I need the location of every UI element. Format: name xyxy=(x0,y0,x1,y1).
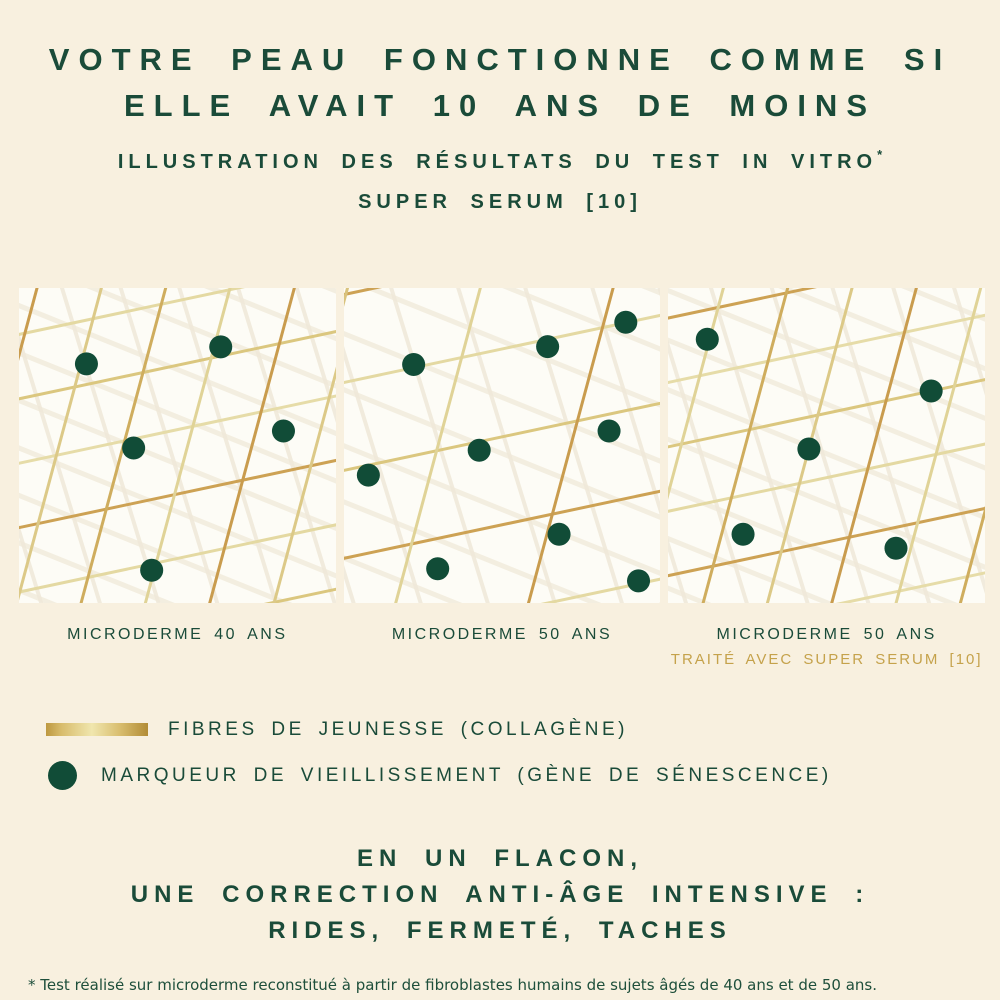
senescence-marker-swatch-icon xyxy=(48,761,77,790)
collagen-grid-illustration-50 xyxy=(344,288,661,603)
subtitle-text: ILLUSTRATION DES RÉSULTATS DU TEST IN VITRO xyxy=(117,151,878,173)
caption-subtext: TRAITÉ AVEC SUPER SERUM [10] xyxy=(670,651,983,668)
collagen-grid-illustration-40 xyxy=(19,288,336,603)
caption-text: MICRODERME 50 ANS xyxy=(716,626,937,643)
caption-text: MICRODERME 50 ANS xyxy=(391,626,613,643)
legend xyxy=(46,715,832,790)
footnote-text: * Test réalisé sur microderme reconstitué à partir de fibroblastes humains de sujets âgés de 40 ans et de 50 ans. xyxy=(28,976,877,994)
caption-text: MICRODERME 40 ANS xyxy=(67,626,288,643)
benefit-line-3: RIDES, FERMETÉ, TACHES xyxy=(268,917,732,944)
subtitle-line-2: SUPER SERUM [10] xyxy=(358,191,642,213)
caption-microderme-50-treated xyxy=(668,626,985,668)
panel-microderme-50 xyxy=(344,288,661,603)
microderme-panels-row xyxy=(19,288,985,603)
panel-captions-row xyxy=(19,626,985,668)
legend-item-collagen xyxy=(46,715,832,744)
collagen-fiber-swatch-icon xyxy=(46,723,148,736)
caption-microderme-50 xyxy=(344,626,661,668)
benefit-line-1: EN UN FLACON, xyxy=(357,845,643,872)
legend-item-senescence xyxy=(46,761,832,790)
headline-line-2: ELLE AVAIT 10 ANS DE MOINS xyxy=(124,88,876,123)
caption-microderme-40 xyxy=(19,626,336,668)
legend-label: FIBRES DE JEUNESSE (COLLAGÈNE) xyxy=(168,718,628,740)
benefit-claim-block xyxy=(0,841,1000,949)
legend-label: MARQUEUR DE VIEILLISSEMENT (GÈNE DE SÉNESCENCE) xyxy=(101,764,832,786)
headline-line-1: VOTRE PEAU FONCTIONNE COMME SI xyxy=(48,42,952,77)
subtitle-line-1 xyxy=(0,147,1000,174)
panel-microderme-40 xyxy=(19,288,336,603)
benefit-line-2: UNE CORRECTION ANTI-ÂGE INTENSIVE : xyxy=(130,881,870,908)
footnote-asterisk-marker: * xyxy=(877,147,883,162)
panel-microderme-50-treated xyxy=(668,288,985,603)
collagen-grid-illustration-50-treated xyxy=(668,288,985,603)
